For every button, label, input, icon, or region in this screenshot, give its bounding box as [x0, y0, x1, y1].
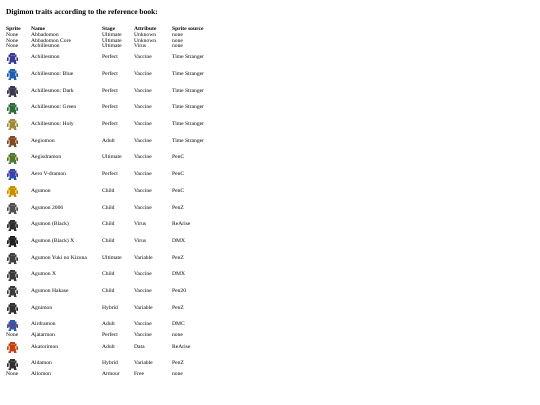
table-row — [6, 250, 207, 267]
cell-name: Aldamon — [31, 360, 52, 367]
cell-attribute: Vaccine — [134, 71, 152, 78]
agumon-hakase-sprite-icon — [6, 285, 19, 298]
cell-sprite — [6, 133, 31, 150]
cell-sprite: None — [6, 371, 19, 378]
table-row — [6, 372, 207, 378]
table-body — [6, 33, 207, 378]
cell-attribute: Vaccine — [134, 154, 152, 161]
cell-stage: Child — [102, 271, 115, 278]
cell-name: Achillesmon: Blue — [31, 71, 74, 78]
cell-stage: Child — [102, 287, 115, 294]
cell-name: Aegiomon — [31, 137, 55, 144]
achillesmon-green-sprite-icon — [6, 102, 19, 115]
cell-attribute: Variable — [134, 360, 153, 367]
cell-name: Agnimon — [31, 304, 53, 311]
cell-stage: Child — [102, 204, 115, 211]
cell-name: Akatorimon — [31, 343, 59, 350]
cell-sprite-source: none — [172, 32, 183, 38]
cell-attribute: Vaccine — [134, 137, 152, 144]
table-row — [6, 283, 207, 300]
cell-stage: Ultimate — [102, 254, 122, 261]
aegisdramon-sprite-icon — [6, 152, 19, 165]
cell-stage: Perfect — [102, 171, 118, 178]
cell-sprite-source: ReArise — [172, 343, 191, 350]
cell-stage: Hybrid — [102, 304, 118, 311]
cell-stage: Perfect — [102, 54, 118, 61]
cell-name: Agumon (Black) X — [31, 237, 75, 244]
traits-table — [6, 26, 207, 378]
cell-sprite-source: PenZ — [172, 204, 184, 211]
cell-stage: Ultimate — [102, 37, 122, 44]
cell-sprite — [6, 117, 31, 134]
cell-sprite-source: DMX — [172, 237, 186, 244]
table-row — [6, 267, 207, 284]
agumon-black-x-sprite-icon — [6, 235, 19, 248]
page-heading: Digimon traits according to the reference book: — [6, 7, 158, 16]
cell-stage: Ultimate — [102, 43, 122, 50]
cell-sprite-source: Time Stranger — [172, 87, 204, 94]
agumon-yuki-sprite-icon — [6, 252, 19, 265]
cell-sprite: None — [6, 332, 19, 339]
cell-attribute: Vaccine — [134, 54, 152, 61]
table-row — [6, 150, 207, 167]
cell-sprite-source: PenZ — [172, 254, 184, 261]
cell-sprite-source: PenZ — [172, 304, 184, 311]
cell-stage: Armour — [102, 371, 120, 378]
cell-name: Aero V-dramon — [31, 171, 66, 178]
cell-sprite-source: none — [172, 43, 183, 50]
cell-name: Agumon 2006 — [31, 204, 64, 211]
cell-sprite-source: Time Stranger — [172, 104, 204, 111]
cell-sprite-source: PenZ — [172, 360, 184, 367]
cell-name: Achillesmon — [31, 43, 60, 50]
table-row — [6, 117, 207, 134]
cell-sprite-source: none — [172, 371, 183, 378]
cell-sprite — [6, 183, 31, 200]
table-row — [6, 300, 207, 317]
cell-stage: Perfect — [102, 104, 118, 111]
achillesmon-holy-sprite-icon — [6, 118, 19, 131]
cell-sprite — [6, 50, 31, 67]
header-sprite-source: Sprite source — [172, 26, 204, 33]
cell-sprite: None — [6, 32, 19, 38]
cell-sprite — [6, 356, 31, 373]
cell-name: Ajatarmon — [31, 332, 55, 339]
cell-stage: Ultimate — [102, 32, 122, 38]
cell-name: Achillesmon: Dark — [31, 87, 74, 94]
cell-sprite-source: PenC — [172, 154, 185, 161]
agumon-2006-sprite-icon — [6, 202, 19, 215]
cell-sprite: None — [6, 43, 19, 50]
aero-v-dramon-sprite-icon — [6, 168, 19, 181]
cell-name: Achillesmon — [31, 54, 60, 61]
cell-sprite — [6, 167, 31, 184]
cell-attribute: Free — [134, 371, 144, 378]
cell-name: Agumon (Black) — [31, 221, 69, 228]
cell-stage: Ultimate — [102, 154, 122, 161]
cell-sprite — [6, 150, 31, 167]
cell-attribute: Vaccine — [134, 271, 152, 278]
aegiomon-sprite-icon — [6, 135, 19, 148]
cell-attribute: Vaccine — [134, 287, 152, 294]
cell-attribute: Vaccine — [134, 104, 152, 111]
header-stage: Stage — [102, 26, 116, 33]
cell-stage: Adult — [102, 321, 115, 328]
table-row — [6, 183, 207, 200]
cell-sprite-source: Time Stranger — [172, 54, 204, 61]
achillesmon-dark-sprite-icon — [6, 85, 19, 98]
cell-sprite — [6, 100, 31, 117]
cell-stage: Perfect — [102, 71, 118, 78]
cell-sprite — [6, 300, 31, 317]
cell-sprite-source: ReArise — [172, 221, 191, 228]
table-row — [6, 233, 207, 250]
cell-stage: Child — [102, 187, 115, 194]
table-row — [6, 356, 207, 373]
cell-sprite — [6, 200, 31, 217]
header-name: Name — [31, 26, 45, 33]
cell-sprite — [6, 66, 31, 83]
cell-name: Airdramon — [31, 321, 56, 328]
table-row — [6, 50, 207, 67]
table-row — [6, 83, 207, 100]
achillesmon-blue-sprite-icon — [6, 68, 19, 81]
cell-stage: Perfect — [102, 332, 118, 339]
cell-attribute: Unknown — [134, 37, 157, 44]
cell-sprite-source: none — [172, 37, 183, 44]
table-row — [6, 44, 207, 50]
table-row — [6, 100, 207, 117]
cell-attribute: Data — [134, 343, 145, 350]
cell-attribute: Variable — [134, 254, 153, 261]
cell-sprite-source: Pen20 — [172, 287, 186, 294]
akatorimon-sprite-icon — [6, 341, 19, 354]
cell-sprite — [6, 233, 31, 250]
cell-name: Allomon — [31, 371, 51, 378]
cell-attribute: Vaccine — [134, 87, 152, 94]
cell-sprite-source: PenC — [172, 171, 185, 178]
cell-name: Abbadomon Core — [31, 37, 71, 44]
cell-name: Agumon Hakase — [31, 287, 69, 294]
cell-attribute: Vaccine — [134, 321, 152, 328]
cell-stage: Hybrid — [102, 360, 118, 367]
cell-sprite: None — [6, 37, 19, 44]
cell-stage: Adult — [102, 137, 115, 144]
header-sprite: Sprite — [6, 26, 21, 33]
cell-sprite — [6, 267, 31, 284]
agumon-black-sprite-icon — [6, 219, 19, 232]
table-row — [6, 339, 207, 356]
cell-attribute: Vaccine — [134, 121, 152, 128]
cell-name: Achillesmon: Holy — [31, 121, 74, 128]
cell-attribute: Vaccine — [134, 187, 152, 194]
cell-name: Achillesmon: Green — [31, 104, 77, 111]
cell-attribute: Virus — [134, 221, 147, 228]
cell-sprite-source: Time Stranger — [172, 71, 204, 78]
cell-stage: Perfect — [102, 87, 118, 94]
airdramon-sprite-icon — [6, 319, 19, 332]
cell-stage: Adult — [102, 343, 115, 350]
cell-name: Agumon — [31, 187, 51, 194]
cell-attribute: Vaccine — [134, 204, 152, 211]
cell-name: Abbadomon — [31, 32, 59, 38]
cell-sprite — [6, 339, 31, 356]
cell-sprite-source: DMX — [172, 271, 186, 278]
cell-name: Aegisdramon — [31, 154, 62, 161]
cell-sprite-source: Time Stranger — [172, 137, 204, 144]
achillesmon-sprite-icon — [6, 52, 19, 65]
cell-attribute: Vaccine — [134, 332, 152, 339]
cell-attribute: Unknown — [134, 32, 157, 38]
cell-attribute: Virus — [134, 237, 147, 244]
cell-attribute: Virus — [134, 43, 147, 50]
cell-sprite-source: Time Stranger — [172, 121, 204, 128]
table-row — [6, 133, 207, 150]
table-row — [6, 66, 207, 83]
table-row — [6, 317, 207, 334]
cell-attribute: Vaccine — [134, 171, 152, 178]
header-attribute: Attribute — [134, 26, 157, 33]
cell-sprite — [6, 83, 31, 100]
cell-sprite — [6, 317, 31, 334]
cell-name: Agumon X — [31, 271, 57, 278]
agumon-x-sprite-icon — [6, 269, 19, 282]
table-row — [6, 200, 207, 217]
cell-sprite-source: none — [172, 332, 183, 339]
agnimon-sprite-icon — [6, 302, 19, 315]
cell-sprite — [6, 250, 31, 267]
cell-attribute: Variable — [134, 304, 153, 311]
agumon-sprite-icon — [6, 185, 19, 198]
cell-stage: Child — [102, 221, 115, 228]
table-row — [6, 333, 207, 339]
aldamon-sprite-icon — [6, 358, 19, 371]
cell-name: Agumon Yuki no Kizuna — [31, 254, 87, 261]
cell-stage: Perfect — [102, 121, 118, 128]
cell-sprite-source: DMC — [172, 321, 185, 328]
table-row — [6, 167, 207, 184]
cell-sprite-source: PenC — [172, 187, 185, 194]
table-row — [6, 217, 207, 234]
cell-stage: Child — [102, 237, 115, 244]
cell-sprite — [6, 283, 31, 300]
cell-sprite — [6, 217, 31, 234]
